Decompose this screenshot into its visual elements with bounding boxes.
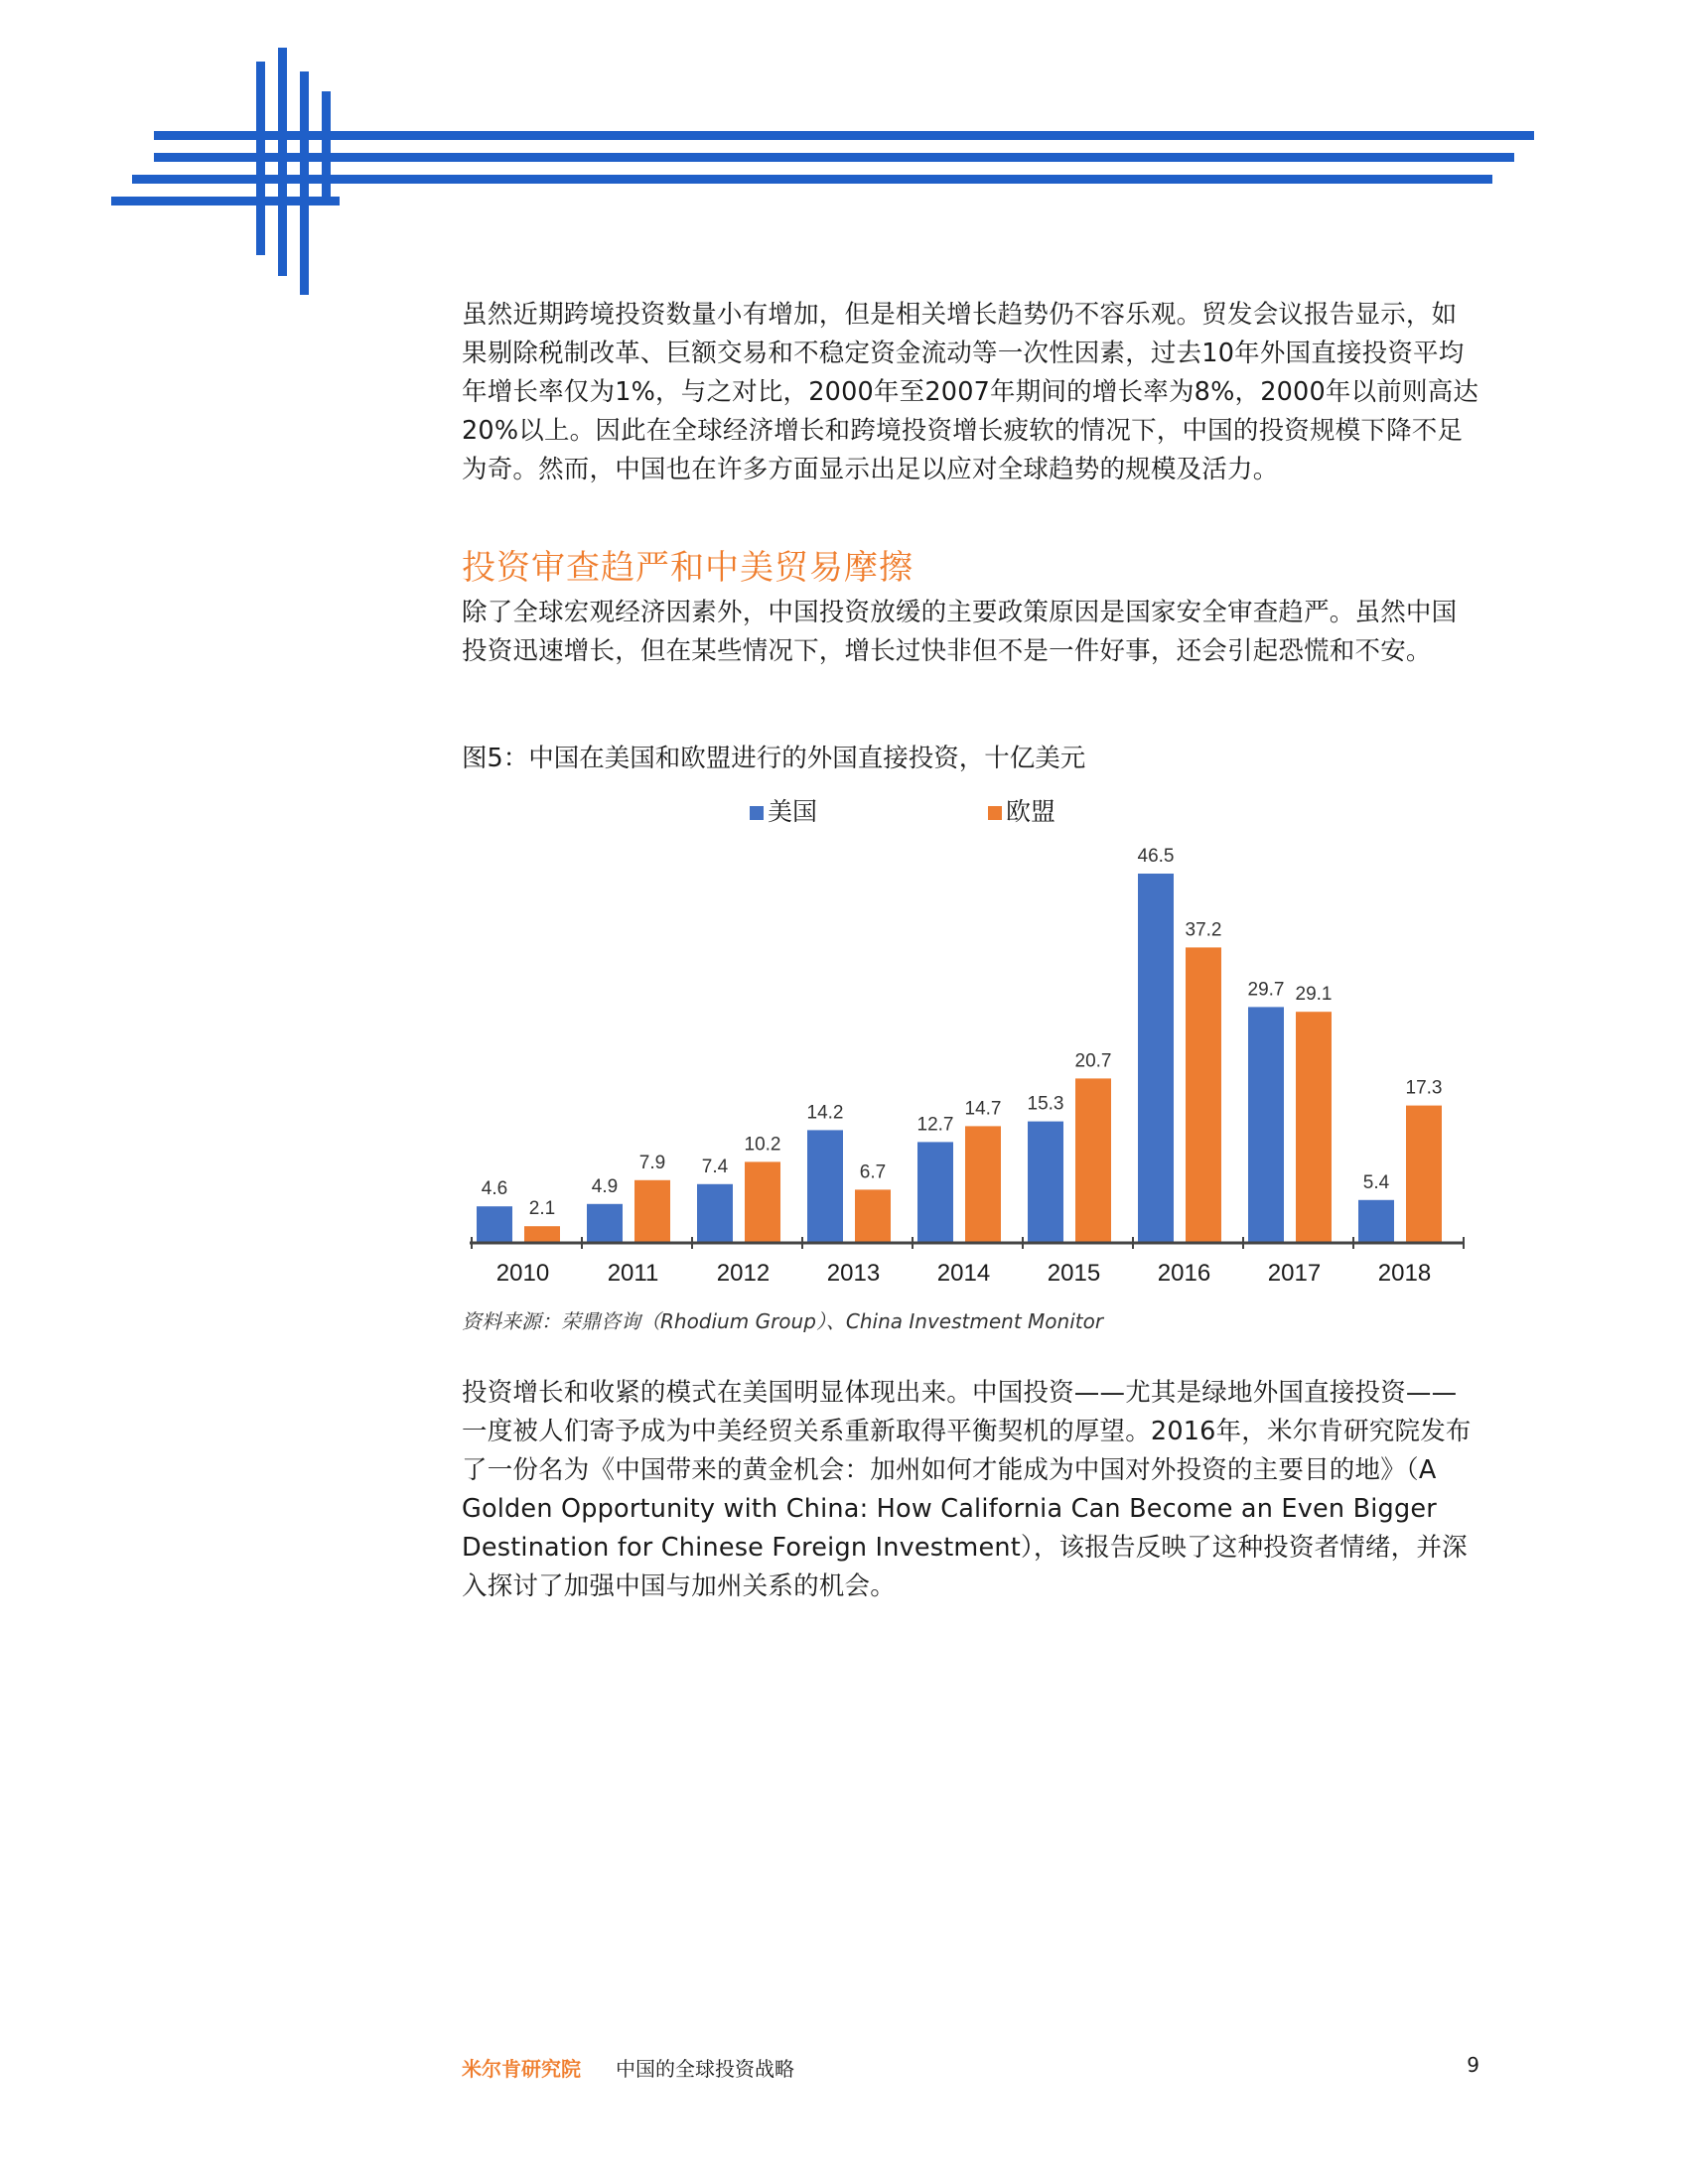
x-tick-label-2016: 2016 bbox=[1157, 1260, 1211, 1287]
chart-bars bbox=[477, 846, 1442, 1243]
bar-us-2011 bbox=[587, 1204, 623, 1243]
data-label-us-2016: 46.5 bbox=[1137, 846, 1175, 867]
page-footer bbox=[462, 2053, 1479, 2083]
bar-eu-2018 bbox=[1406, 1106, 1442, 1243]
legend-swatch-1 bbox=[988, 806, 1002, 820]
data-label-us-2015: 15.3 bbox=[1027, 1093, 1064, 1115]
x-tick-label-2012: 2012 bbox=[716, 1260, 771, 1287]
page-number: 9 bbox=[1467, 2053, 1479, 2077]
bar-eu-2014 bbox=[965, 1126, 1001, 1243]
bar-us-2017 bbox=[1248, 1007, 1284, 1243]
data-label-eu-2018: 17.3 bbox=[1405, 1077, 1443, 1099]
fdi-bar-chart bbox=[462, 784, 1484, 1300]
data-label-us-2013: 14.2 bbox=[806, 1102, 844, 1124]
bar-eu-2010 bbox=[524, 1226, 560, 1243]
data-label-eu-2016: 37.2 bbox=[1185, 919, 1222, 941]
data-label-us-2014: 12.7 bbox=[916, 1114, 954, 1136]
footer-org-name: 米尔肯研究院 bbox=[462, 2057, 581, 2081]
intro-paragraph: 虽然近期跨境投资数量小有增加，但是相关增长趋势仍不容乐观。贸发会议报告显示，如果剔除税制改革、巨额交易和不稳定资金流动等一次性因素，过去10年外国直接投资平均年增长率仅为1%，与之对比，2000年至2007年期间的增长率为8%，2000年以前则高达20%以上。因此在全球经济增长和跨境投资增长疲软的情况下，中国的投资规模下降不足为奇。然而，中国也在许多方面显示出足以应对全球趋势的规模及活力。 bbox=[462, 300, 1479, 484]
data-label-eu-2010: 2.1 bbox=[528, 1198, 556, 1220]
bar-eu-2017 bbox=[1296, 1012, 1332, 1243]
section-paragraph: 除了全球宏观经济因素外，中国投资放缓的主要政策原因是国家安全审查趋严。虽然中国投资迅速增长，但在某些情况下，增长过快非但不是一件好事，还会引起恐慌和不安。 bbox=[462, 598, 1458, 666]
x-tick-label-2010: 2010 bbox=[495, 1260, 550, 1287]
section-heading: 投资审查趋严和中美贸易摩擦 bbox=[462, 548, 914, 588]
bar-eu-2015 bbox=[1075, 1078, 1111, 1243]
data-label-us-2011: 4.9 bbox=[591, 1175, 619, 1197]
data-label-eu-2017: 29.1 bbox=[1295, 984, 1333, 1006]
bar-eu-2016 bbox=[1186, 947, 1221, 1243]
bar-eu-2011 bbox=[634, 1180, 670, 1243]
figure-source: 资料来源：荣鼎咨询（Rhodium Group）、China Investment Monitor bbox=[462, 1309, 1104, 1333]
closing-paragraph: 投资增长和收紧的模式在美国明显体现出来。中国投资——尤其是绿地外国直接投资——一度被人们寄予成为中美经贸关系重新取得平衡契机的厚望。2016年，米尔肯研究院发布了一份名为《中国带来的黄金机会：加州如何才能成为中国对外投资的主要目的地》（A Golden Opportunity with China: How California Can Become an Even Bigger Destination for Chinese Foreign Investment），该报告反映了这种投资者情绪，并深入探讨了加强中国与加州关系的机会。 bbox=[462, 1378, 1472, 1601]
data-label-eu-2011: 7.9 bbox=[638, 1152, 666, 1173]
legend-swatch-0 bbox=[750, 806, 764, 820]
x-tick-label-2013: 2013 bbox=[826, 1260, 881, 1287]
chart-legend bbox=[750, 798, 1055, 826]
bar-us-2016 bbox=[1138, 874, 1174, 1243]
bar-us-2010 bbox=[477, 1206, 512, 1243]
data-label-eu-2012: 10.2 bbox=[744, 1134, 781, 1156]
data-label-eu-2015: 20.7 bbox=[1074, 1050, 1112, 1072]
chart-x-axis bbox=[470, 1237, 1465, 1287]
bar-us-2012 bbox=[697, 1184, 733, 1243]
x-tick-label-2015: 2015 bbox=[1047, 1260, 1101, 1287]
footer-report-title: 中国的全球投资战略 bbox=[616, 2057, 794, 2081]
data-label-eu-2014: 14.7 bbox=[964, 1098, 1002, 1120]
data-label-eu-2013: 6.7 bbox=[859, 1161, 887, 1183]
bar-eu-2012 bbox=[745, 1161, 780, 1243]
bar-us-2013 bbox=[807, 1130, 843, 1243]
bar-us-2014 bbox=[917, 1142, 953, 1243]
x-tick-label-2014: 2014 bbox=[936, 1260, 991, 1287]
header-decoration bbox=[0, 0, 1688, 318]
figure-title: 图5：中国在美国和欧盟进行的外国直接投资，十亿美元 bbox=[462, 744, 1086, 773]
data-label-us-2012: 7.4 bbox=[701, 1156, 729, 1177]
data-label-us-2017: 29.7 bbox=[1247, 979, 1285, 1001]
data-label-us-2018: 5.4 bbox=[1362, 1171, 1390, 1193]
x-tick-label-2011: 2011 bbox=[607, 1260, 659, 1287]
bar-us-2015 bbox=[1028, 1122, 1063, 1243]
x-tick-label-2018: 2018 bbox=[1377, 1260, 1432, 1287]
legend-label-0: 美国 bbox=[768, 798, 818, 826]
x-tick-label-2017: 2017 bbox=[1267, 1260, 1322, 1287]
legend-label-1: 欧盟 bbox=[1006, 798, 1056, 826]
bar-us-2018 bbox=[1358, 1200, 1394, 1243]
data-label-us-2010: 4.6 bbox=[481, 1178, 508, 1200]
bar-eu-2013 bbox=[855, 1189, 891, 1243]
